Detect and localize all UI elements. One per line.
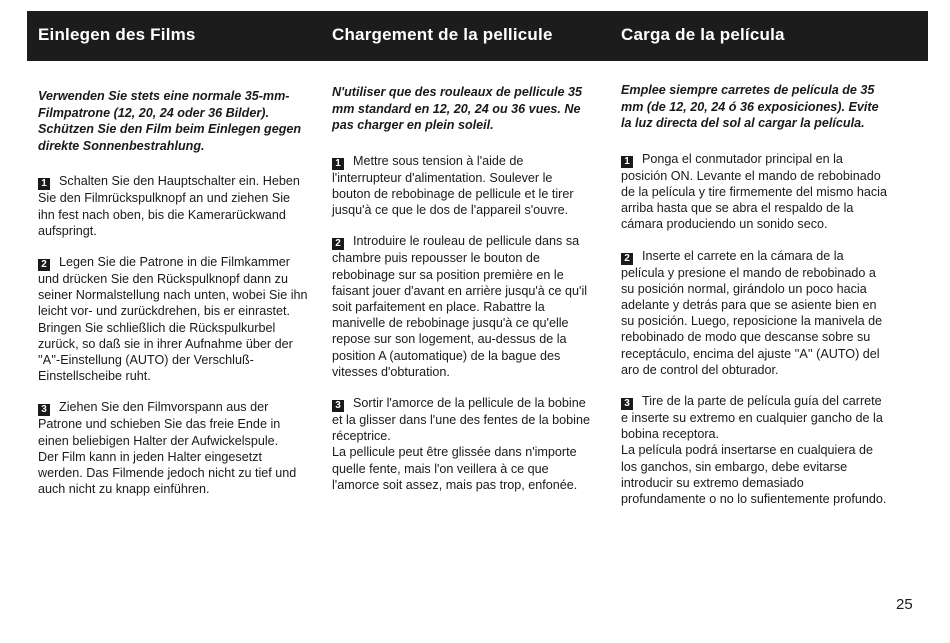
step-2 xyxy=(621,248,887,378)
step-2 xyxy=(38,254,310,384)
step-1 xyxy=(38,173,310,239)
header-title-spanish: Carga de la película xyxy=(621,25,785,44)
step-number-badge: 1 xyxy=(38,178,50,190)
step-note: La película podrá insertarse en cualquiera de los ganchos, sin embargo, debe evitarse introducir su extremo demasiado profundamente o no lo sufientemente profundo. xyxy=(621,443,887,507)
step-text: Mettre sous tension à l'aide de l'interrupteur d'alimentation. Soulever le bouton de rebobinage de pellicule et le tirer jusqu'à ce que le dos de l'appareil s'ouvre. xyxy=(332,153,574,218)
step-text: Ponga el conmutador principal en la posición ON. Levante el mando de rebobinado de la película y tire firmemente del mismo hacia arriba hasta que se abra el respaldo de la cámara produciendo un sonido seco. xyxy=(621,151,887,232)
column-french xyxy=(332,84,594,508)
intro-text: N'utiliser que des rouleaux de pellicule 35 mm standard en 12, 20, 24 ou 36 vues. Ne pas charger en plein soleil. xyxy=(332,85,583,133)
step-text: Inserte el carrete en la cámara de la película y presione el mando de rebobinado a su posición normal, girándolo un poco hacia adelante y detrás para que se asiente bien en su posición. Luego, reposicione la manivela de rebobinado de modo que descanse sobre su receptáculo, encima del ajuste ''A'' (AUTO) del aro de control del obturador. xyxy=(621,248,883,377)
step-text: Introduire le rouleau de pellicule dans sa chambre puis repousser le bouton de rebobinage sur sa position première en le faisant jouer d'avant en arrière jusqu'à ce qu'il soit parfaitement en place. Rabattre la manivelle de rebobinage jusqu'à ce qu'elle repose sur son logement, au-dessus de la position A (automatique) de la bague des vitesses d'obturation. xyxy=(332,234,588,379)
step-number-badge: 2 xyxy=(38,259,50,271)
column-spanish xyxy=(621,82,887,522)
step-number-badge: 3 xyxy=(38,404,50,416)
step-number-badge: 3 xyxy=(332,400,344,412)
header-title-german: Einlegen des Films xyxy=(38,25,196,44)
step-text: Ziehen Sie den Filmvorspann aus der Patrone und schieben Sie das freie Ende in einen beliebigen Halter der Aufwickelspule. xyxy=(38,400,281,448)
intro-text: Verwenden Sie stets eine normale 35-mm-Filmpatrone (12, 20, 24 oder 36 Bilder). Schützen Sie den Film beim Einlegen gegen direkte Sonnenbestrahlung. xyxy=(38,89,302,153)
column-german xyxy=(38,88,310,512)
step-1 xyxy=(621,151,887,233)
step-number-badge: 3 xyxy=(621,398,633,410)
step-1 xyxy=(332,153,594,219)
step-3 xyxy=(332,395,594,493)
step-text: Tire de la parte de película guía del carrete e inserte su extremo en cualquier gancho de la bobina receptora. xyxy=(621,394,883,442)
step-note: La pellicule peut être glissée dans n'importe quelle fente, mais l'on veillera à ce que l'amorce soit assez, mais pas trop, enfonée. xyxy=(332,445,578,492)
header-title-french: Chargement de la pellicule xyxy=(332,25,553,44)
step-text: Schalten Sie den Hauptschalter ein. Heben Sie den Filmrückspulknopf an und ziehen Sie ihn fest nach oben, bis die Kamerarückwand aufspringt. xyxy=(38,174,300,238)
step-number-badge: 1 xyxy=(621,156,633,168)
step-number-badge: 2 xyxy=(621,253,633,265)
intro-text: Emplee siempre carretes de película de 35 mm (de 12, 20, 24 ó 36 exposiciones). Evite la luz directa del sol al cargar la película. xyxy=(621,83,879,131)
page-number: 25 xyxy=(896,596,913,613)
step-text: Sortir l'amorce de la pellicule de la bobine et la glisser dans l'une des fentes de la bobine réceptrice. xyxy=(332,396,590,444)
step-2 xyxy=(332,233,594,380)
step-3 xyxy=(621,393,887,507)
step-note: Der Film kann in jeden Halter eingesetzt werden. Das Filmende jedoch nicht zu tief und auch nicht zu knapp einführen. xyxy=(38,449,297,497)
step-number-badge: 2 xyxy=(332,238,344,250)
step-number-badge: 1 xyxy=(332,158,344,170)
step-3 xyxy=(38,399,310,497)
step-text: Legen Sie die Patrone in die Filmkammer und drücken Sie den Rückspulknopf dann zu seiner Normalstellung nach unten, wobei Sie ihn leicht vor- und zurückdrehen, bis er einrastet. Bringen Sie schließlich die Rückspulkurbel zurück, so daß sie in ihrer Aufnahme über der ''A''-Einstellung (AUTO) der Verschluß-Einstellscheibe ruht. xyxy=(38,254,308,384)
